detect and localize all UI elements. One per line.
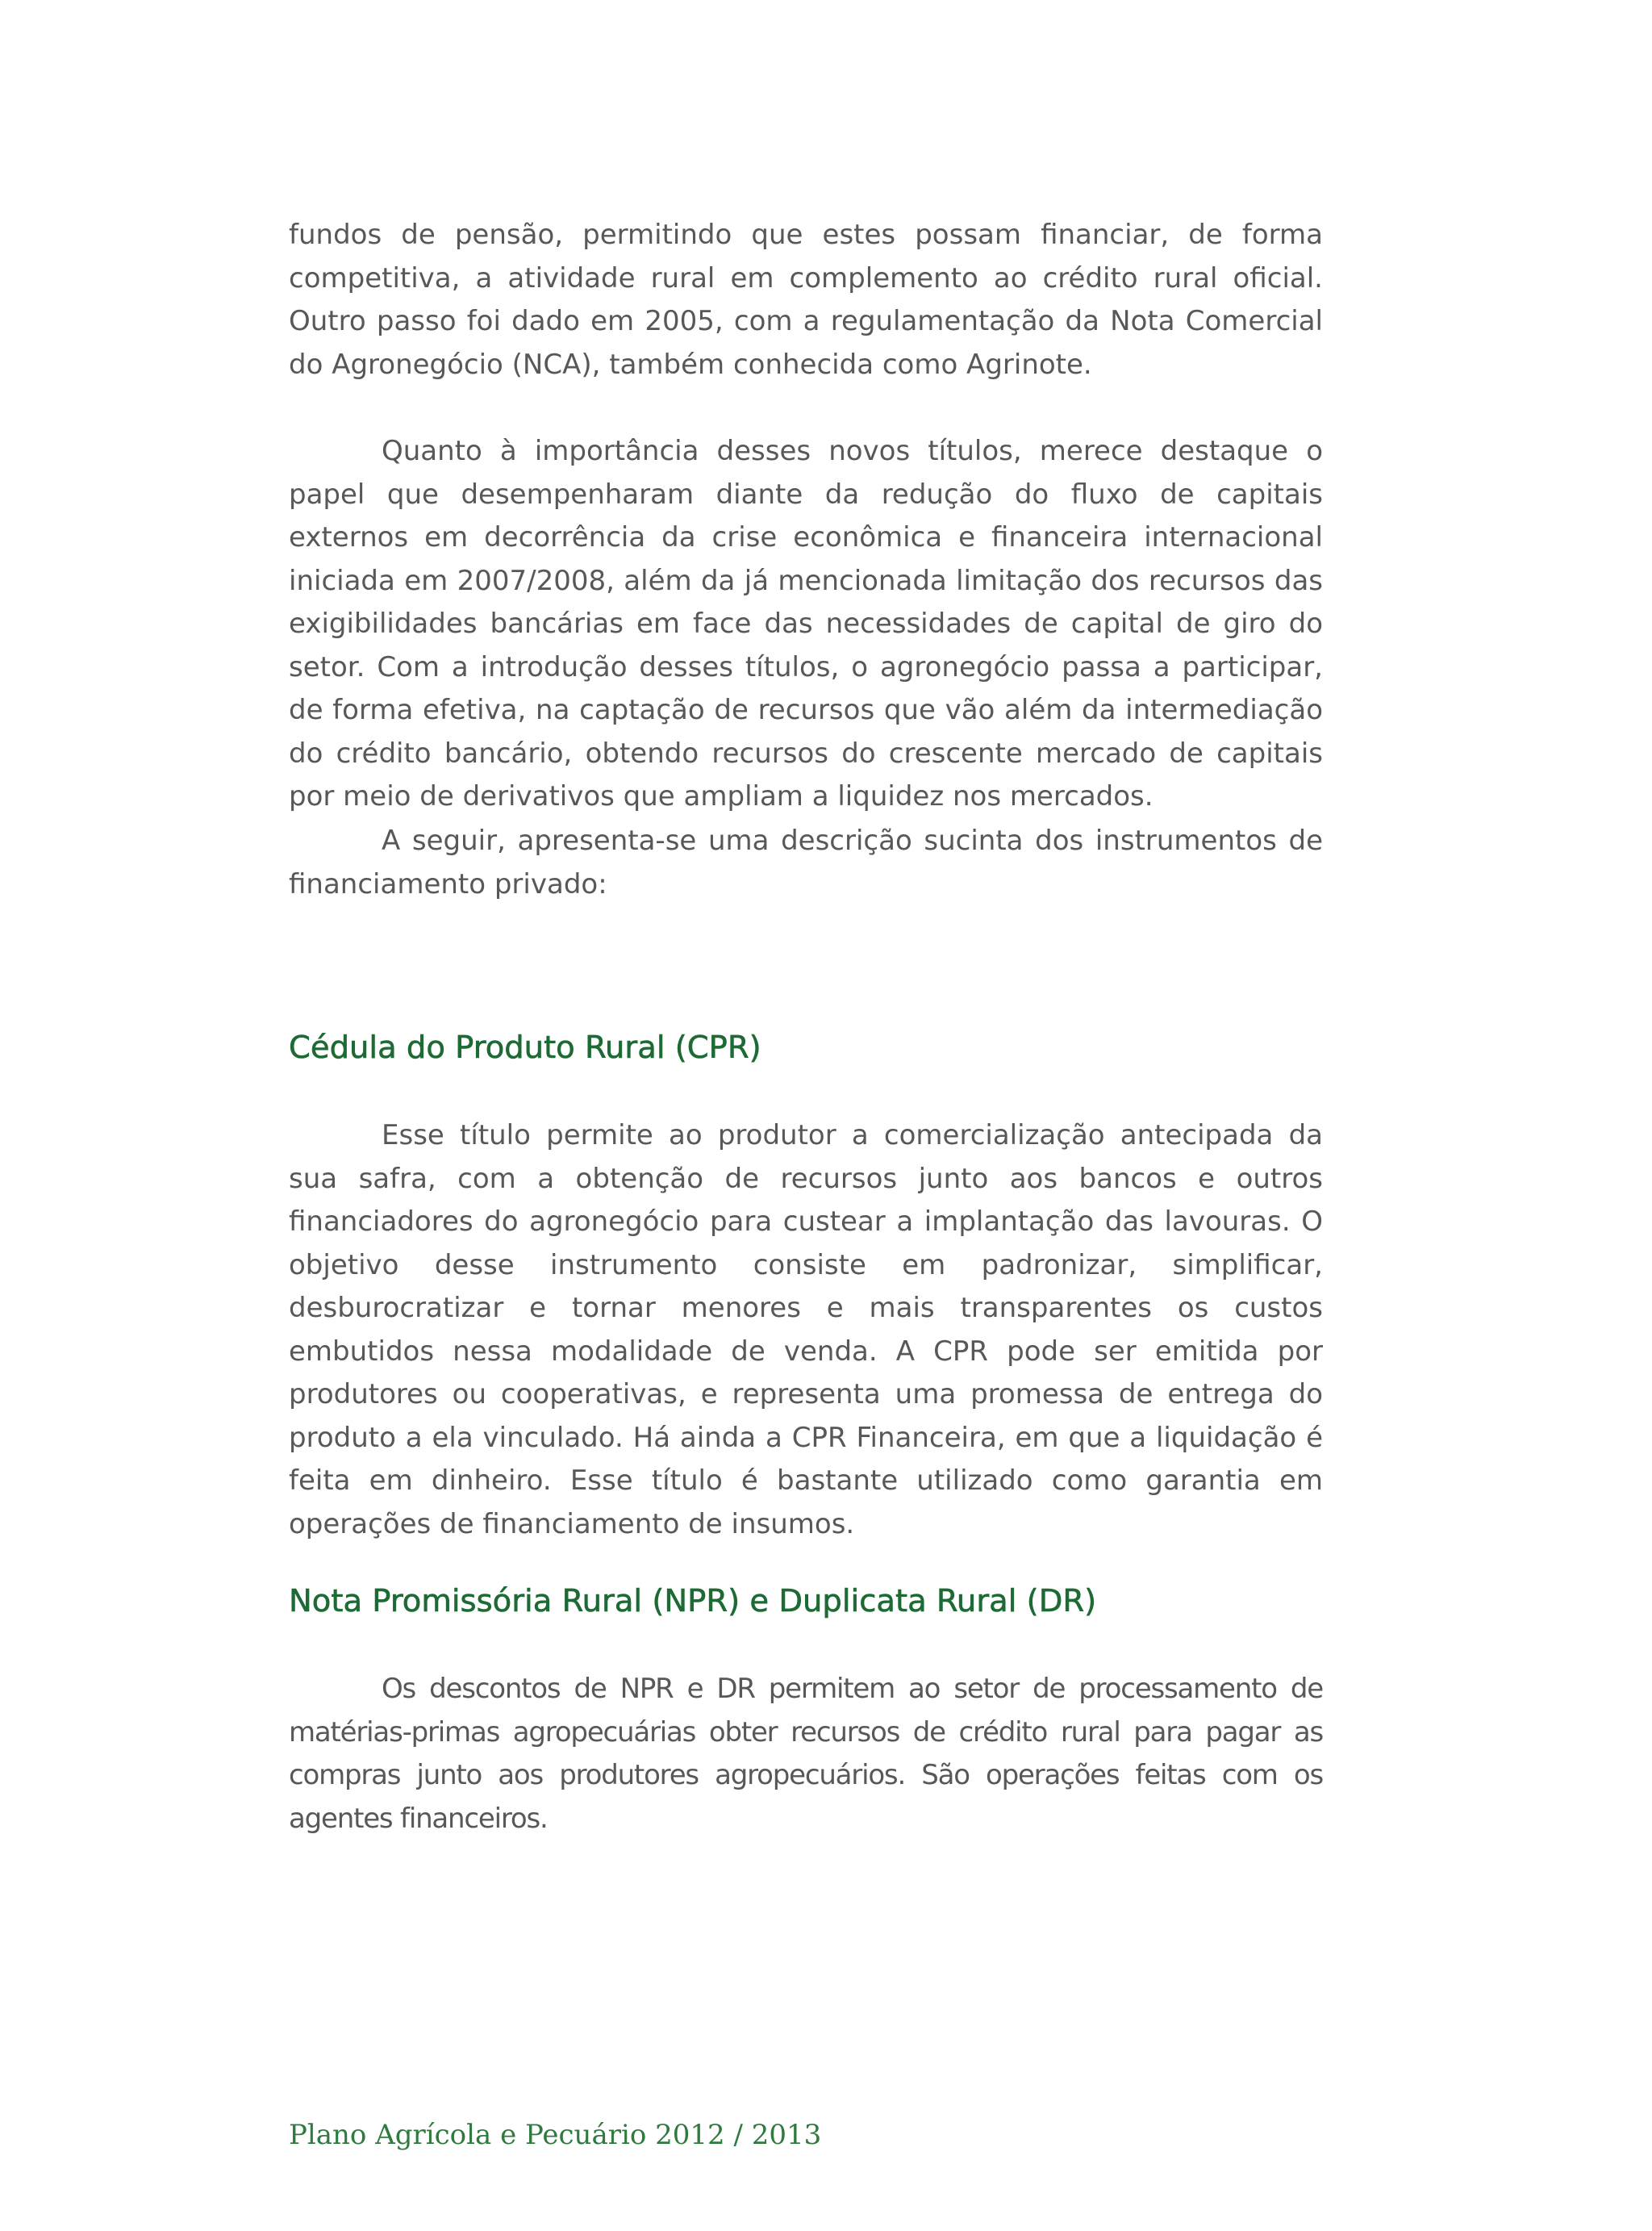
- section-heading-npr-dr: Nota Promissória Rural (NPR) e Duplicata Rural (DR): [289, 1583, 1097, 1619]
- paragraph-intro-continuation: fundos de pensão, permitindo que estes possam financiar, de forma competitiva, a atividade rural em complemento ao crédito rural oficial. Outro passo foi dado em 2005, com a regulamentação da Nota Comercial do Agronegócio (NCA), também conhecida como Agrinote.: [289, 219, 1323, 381]
- paragraph-cpr: Esse título permite ao produtor a comercialização antecipada da sua safra, com a obtenção de recursos junto aos bancos e outros financiadores do agronegócio para custear a implantação das lavouras. O objetivo desse instrumento consiste em padronizar, simplificar, desburocratizar e tornar menores e mais transparentes os custos embutidos nessa modalidade de venda. A CPR pode ser emitida por produtores ou cooperativas, e representa uma promessa de entrega do produto a ela vinculado. Há ainda a CPR Financeira, em que a liquidação é feita em dinheiro. Esse título é bastante utilizado como garantia em operações de financiamento de insumos.: [289, 1119, 1323, 1540]
- paragraph-titles-importance: Quanto à importância desses novos títulos, merece destaque o papel que desempenharam diante da redução do fluxo de capitais externos em decorrência da crise econômica e financeira internacional iniciada em 2007/2008, além da já mencionada limitação dos recursos das exigibilidades bancárias em face das necessidades de capital de giro do setor. Com a introdução desses títulos, o agronegócio passa a participar, de forma efetiva, na captação de recursos que vão além da intermediação do crédito bancário, obtendo recursos do crescente mercado de capitais por meio de derivativos que ampliam a liquidez nos mercados.: [289, 435, 1323, 813]
- section-heading-cpr: Cédula do Produto Rural (CPR): [289, 1030, 761, 1066]
- paragraph-instruments-intro: A seguir, apresenta-se uma descrição sucinta dos instrumentos de financiamento privado:: [289, 825, 1323, 900]
- paragraph-npr-dr: Os descontos de NPR e DR permitem ao setor de processamento de matérias-primas agropecuárias obter recursos de crédito rural para pagar as compras junto aos produtores agropecuários. São operações feitas com os agentes financeiros.: [289, 1673, 1323, 1835]
- page-footer: Plano Agrícola e Pecuário 2012 / 2013: [289, 2119, 822, 2151]
